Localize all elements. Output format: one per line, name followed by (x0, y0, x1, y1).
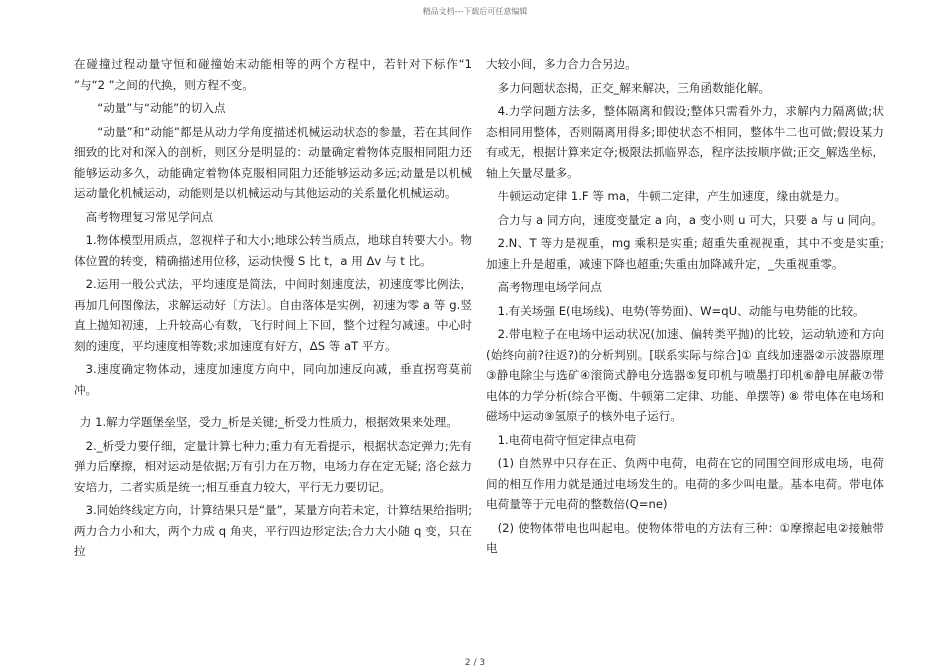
paragraph: 1.电荷电荷守恒定律点电荷 (497, 432, 637, 447)
page-number: 2 / 3 (464, 658, 486, 668)
paragraph: 3.速度确定物体动，速度加速度方向中，同向加速反向减，垂直拐弯莫前冲。 (74, 362, 472, 397)
paragraph: 2._析受力要仔细，定量计算七种力;重力有无看提示，根据状态定弹力;先有弹力后摩擦，相对运动是依据;万有引力在万物，电场力存在定无疑; 洛仑兹力安培力，二者实质是统一;相互垂直力较大，平行无力要切记。 (74, 438, 472, 494)
paragraph: 2.N、T 等力是视重，mg 乘积是实重; 超重失重视视重，其中不变是实重;加速上升是超重，减速下降也超重;失重由加降减升定，_失重视重零。 (486, 236, 884, 271)
paragraph: (2) 使物体带电也叫起电。使物体带电的方法有三种：①摩擦起电②接触带电 (486, 520, 884, 555)
paragraph: 2.带电粒子在电场中运动状况(加速、偏转类平抛)的比较，运动轨迹和方向(始终向前?往返?)的分析判别。[联系实际与综合]① 直线加速器②示波器原理③静电除尘与选矿④滚筒式静电分选器⑤复印机与喷墨打印机⑥静电屏蔽⑦带电体的力学分析(综合平衡、牛顿第二定律、功能、单摆等) ⑧ 带电体在电场和磁场中运动⑨氢原子的核外电子运行。 (486, 327, 884, 423)
paragraph: 2.运用一般公式法，平均速度是简法，中间时刻速度法，初速度零比例法，再加几何图像法，求解运动好〔方法〕。自由落体是实例，初速为零 a 等 g.竖直上抛知初速，上升较高心有数，飞行时间上下回，整个过程匀减速。中心时刻的速度，平均速度相等数;求加速度有好方，ΔS 等 aT 平方。 (74, 277, 472, 353)
paragraph: 在碰撞过程动量守恒和碰撞始末动能相等的两个方程中，若针对下标作“1 ”与“2 ”之间的代换，则方程不变。 (74, 57, 472, 92)
right-column (486, 54, 884, 562)
paragraph: 1.有关场强 E(电场线)、电势(等势面)、W=qU、动能与电势能的比较。 (497, 303, 865, 318)
paragraph: 力 1.解力学题堡垒坚，受力_析是关键;_析受力性质力，根据效果来处理。 (79, 415, 458, 429)
paragraph: (1) 自然界中只存在正、负两中电荷，电荷在它的同围空间形成电场，电荷间的相互作用力就是通过电场发生的。电荷的多少叫电量。基本电荷。带电体电荷量等于元电荷的整数倍(Q=ne) (486, 456, 884, 511)
section-heading: 高考物理电场学问点 (497, 280, 602, 294)
paragraph: 合力与 a 同方向，速度变量定 a 向，a 变小则 u 可大，只要 a 与 u 同向。 (497, 212, 883, 227)
paragraph: 牛顿运动定律 1.F 等 ma，牛顿二定律，产生加速度，缘由就是力。 (497, 189, 847, 203)
left-column (74, 54, 472, 565)
page-header: 精品文档---下载后可任意编辑 (422, 7, 528, 16)
paragraph: 1.物体模型用质点，忽视样子和大小;地球公转当质点，地球自转要大小。物体位置的转变，精确描述用位移，运动快慢 S 比 t，a 用 Δv 与 t 比。 (74, 233, 472, 268)
paragraph: “动量”和“动能”都是从动力学角度描述机械运动状态的参量，若在其间作细致的比对和深入的剖析，则区分是明显的：动量确定着物体克服相同阻力还能够运动多久，动能确定着物体克服相同阻力还能够运动多远;动量是以机械运动量化机械运动，动能则是以机械运动与其他运动的关系量化机械运动。 (74, 124, 472, 200)
paragraph: 大较小间，多力合力合另边。 (486, 57, 637, 71)
paragraph: 多力问题状态揭，正交_解来解决，三角函数能化解。 (497, 80, 771, 95)
paragraph: “动量”与“动能”的切入点 (97, 101, 226, 115)
paragraph: 4.力学问题方法多，整体隔离和假设;整体只需看外力，求解内力隔离做;状态相同用整体，否则隔离用得多;即使状态不相同，整体牛二也可做;假设某力有或无，根据计算来定夺;极限法抓临界态，程序法按顺序做;正交_解选坐标，轴上矢量尽量多。 (486, 104, 884, 180)
paragraph: 3.同始终线定方向，计算结果只是“量”，某量方向若未定，计算结果给指明;两力合力小和大，两个力成 q 角夹，平行四边形定法;合力大小随 q 变，只在拉 (74, 503, 472, 558)
section-heading: 高考物理复习常见学问点 (85, 209, 214, 224)
